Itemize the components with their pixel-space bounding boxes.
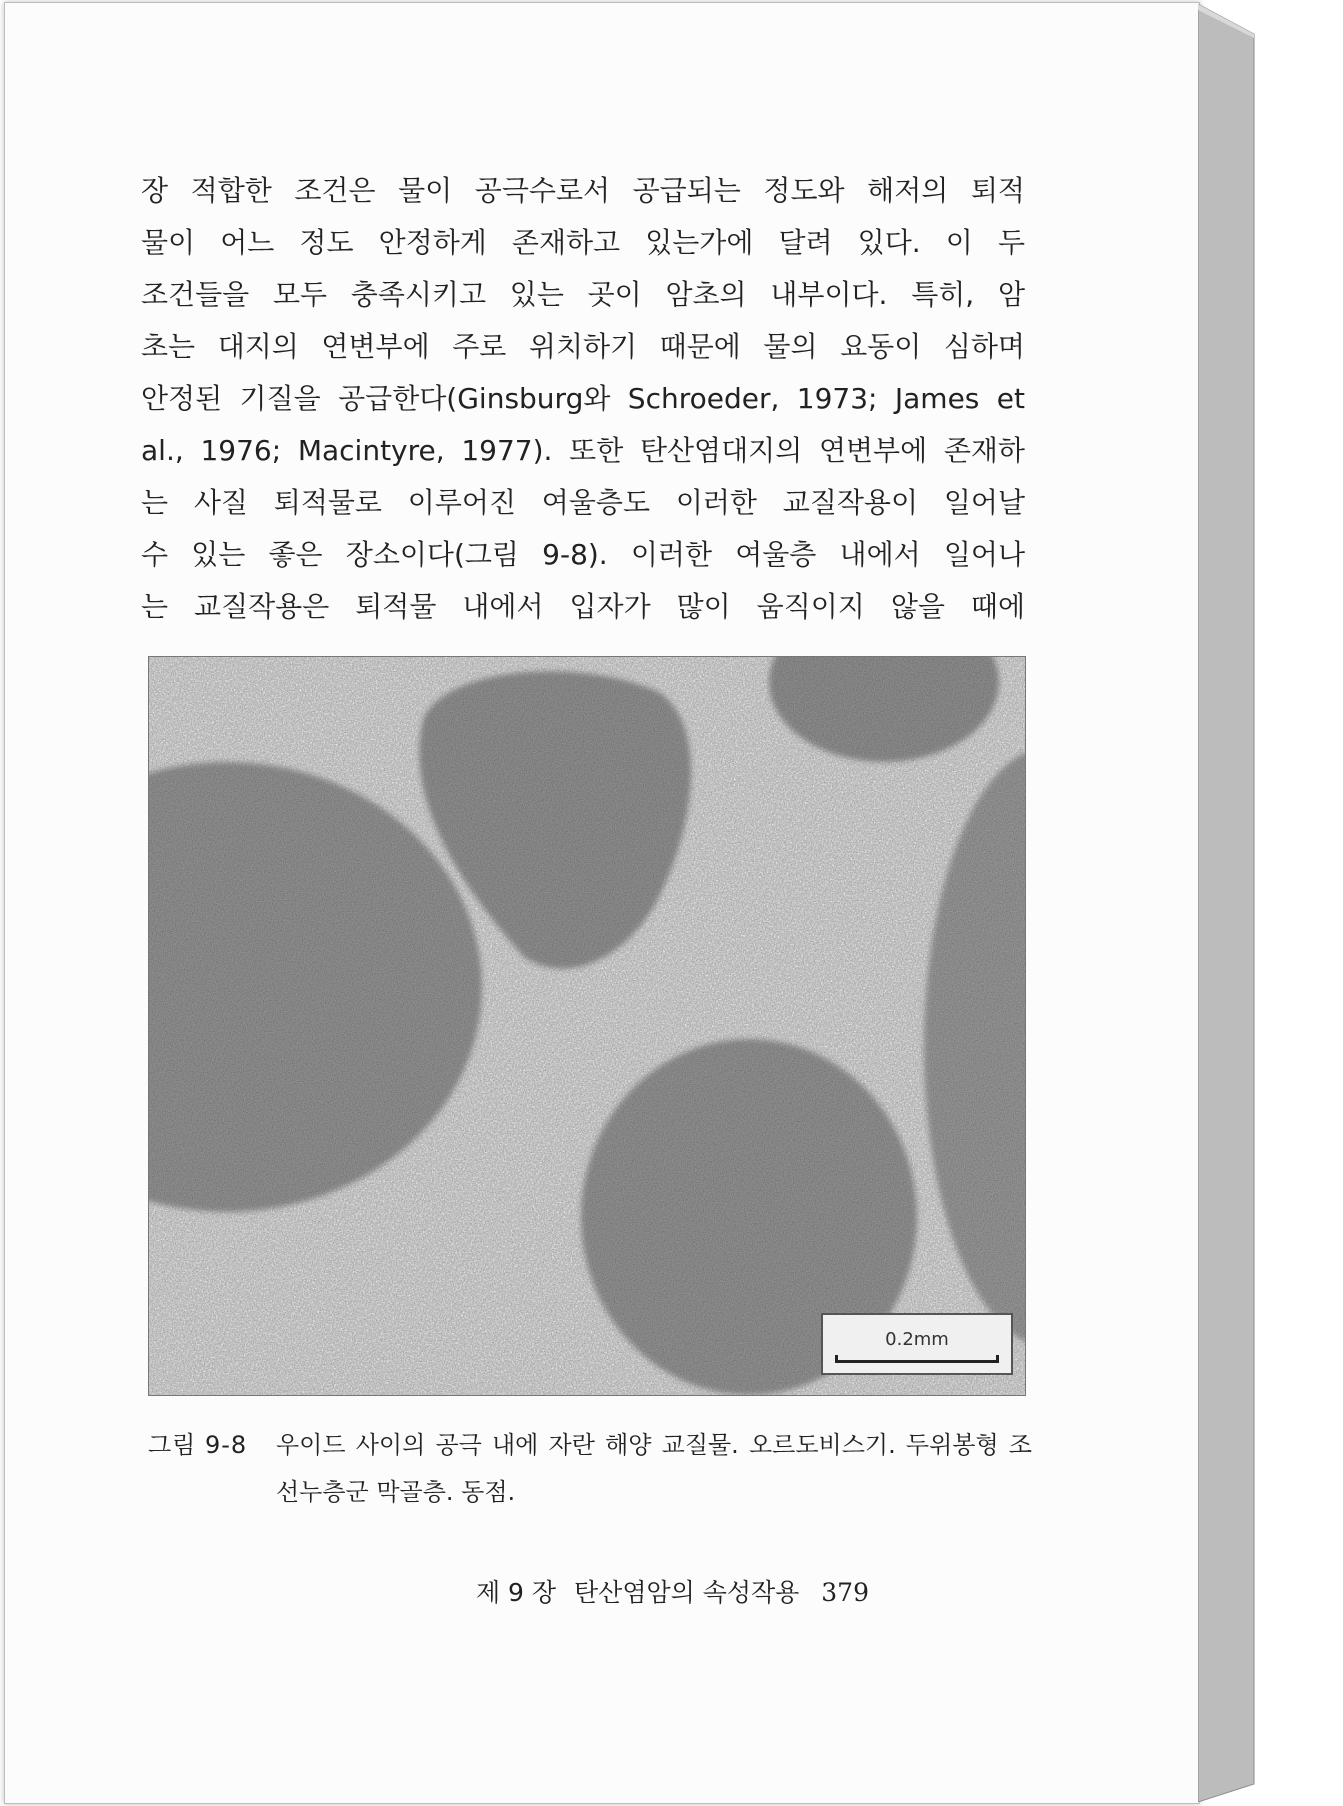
page-number: 379 [821,1578,869,1607]
body-line: 는 교질작용은 퇴적물 내에서 입자가 많이 움직이지 않을 때에 [141,590,1025,623]
scale-bar [835,1355,999,1363]
micrograph-figure [148,656,1026,1396]
caption-label: 그림 9-8 [148,1431,248,1459]
body-text [141,165,1025,633]
body-line: al., 1976; Macintyre, 1977). 또한 탄산염대지의 연변부에 존재하 [141,434,1025,467]
book-edge [1198,4,1256,1802]
scale-label: 0.2mm [885,1329,949,1350]
body-line: 는 사질 퇴적물로 이루어진 여울층도 이러한 교질작용이 일어날 [141,486,1025,519]
body-line: 초는 대지의 연변부에 주로 위치하기 때문에 물의 요동이 심하며 [141,330,1025,363]
micrograph-image [149,657,1025,1395]
caption-text: 우이드 사이의 공극 내에 자란 해양 교질물. 오르도비스기. 두위봉형 조선누층군 막골층. 동점. [276,1431,1032,1506]
body-line: 안정된 기질을 공급한다(Ginsburg와 Schroeder, 1973; James et [141,382,1025,415]
chapter-title: 탄산염암의 속성작용 [574,1578,800,1607]
page-footer [466,1573,869,1609]
body-line: 장 적합한 조건은 물이 공극수로서 공급되는 정도와 해저의 퇴적 [141,174,1025,207]
book-page [4,2,1200,1804]
scale-bar-box [821,1313,1013,1375]
chapter-label: 제 9 장 [475,1578,557,1607]
body-line: 물이 어느 정도 안정하게 존재하고 있는가에 달려 있다. 이 두 [141,226,1025,259]
body-line: 조건들을 모두 충족시키고 있는 곳이 암초의 내부이다. 특히, 암 [141,278,1025,311]
body-line: 수 있는 좋은 장소이다(그림 9-8). 이러한 여울층 내에서 일어나 [141,538,1025,571]
